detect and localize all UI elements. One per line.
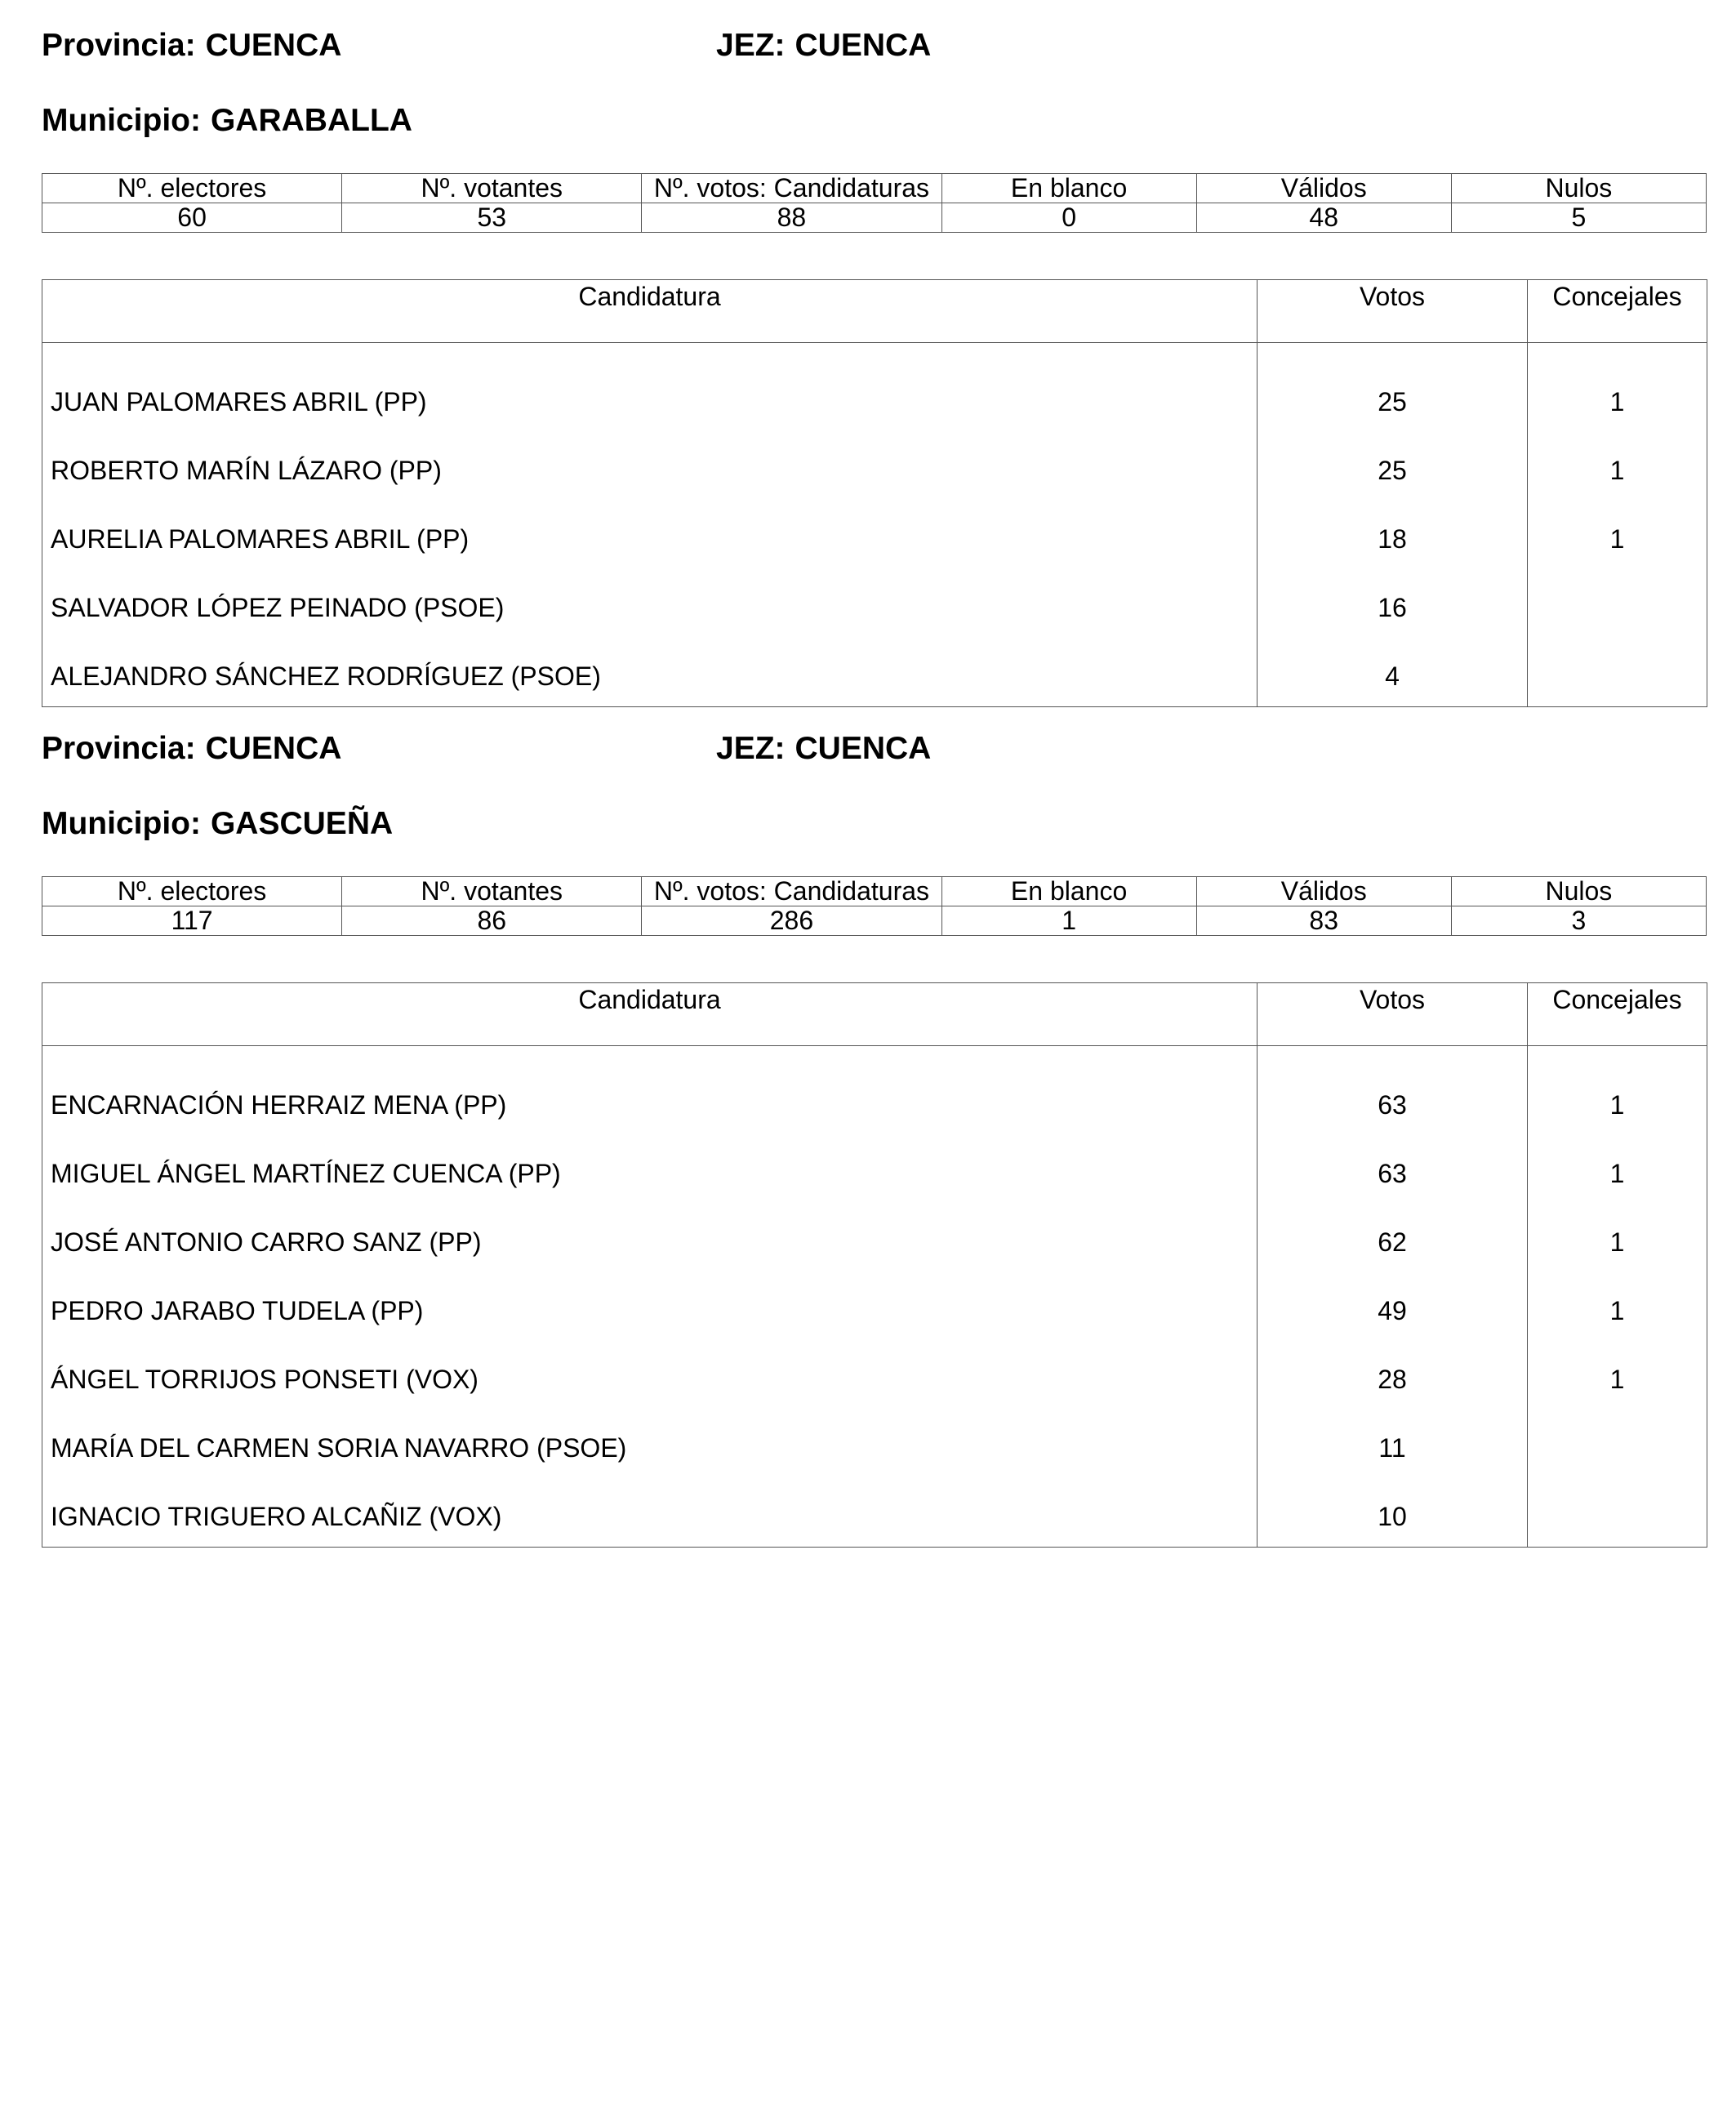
candidates-table [42, 982, 1707, 1548]
candidate-votes: 25 [1257, 433, 1528, 501]
candidate-votes: 16 [1257, 570, 1528, 639]
candidate-name: ENCARNACIÓN HERRAIZ MENA (PP) [42, 1046, 1257, 1136]
provincia-value: CUENCA [205, 731, 342, 766]
candidate-votes: 62 [1257, 1205, 1528, 1273]
summary-value-cell: 0 [941, 203, 1196, 233]
municipio-heading: Municipio: GASCUEÑA [42, 806, 394, 841]
summary-value-cell: 86 [342, 906, 642, 936]
summary-header-cell: Nulos [1451, 174, 1706, 203]
votos-header: Votos [1257, 280, 1528, 343]
candidate-votes: 18 [1257, 501, 1528, 570]
summary-value-cell: 60 [42, 203, 342, 233]
candidate-seats: 1 [1528, 433, 1707, 501]
candidate-name: SALVADOR LÓPEZ PEINADO (PSOE) [42, 570, 1257, 639]
candidate-name: AURELIA PALOMARES ABRIL (PP) [42, 501, 1257, 570]
summary-header-row [42, 877, 1707, 906]
summary-value-cell: 5 [1451, 203, 1706, 233]
candidate-row [42, 501, 1707, 570]
municipio-value: GARABALLA [210, 103, 412, 138]
jez-value: CUENCA [795, 731, 932, 766]
jez-value: CUENCA [795, 28, 932, 63]
summary-header-cell: Nº. electores [42, 877, 342, 906]
candidate-seats [1528, 570, 1707, 639]
summary-value-cell: 3 [1451, 906, 1706, 936]
candidate-seats: 1 [1528, 501, 1707, 570]
summary-value-cell: 1 [941, 906, 1196, 936]
candidate-row [42, 1273, 1707, 1342]
candidate-row [42, 433, 1707, 501]
candidates-table [42, 279, 1707, 707]
summary-value-row [42, 203, 1707, 233]
votos-header: Votos [1257, 983, 1528, 1046]
summary-value-row [42, 906, 1707, 936]
candidate-row [42, 639, 1707, 707]
candidate-seats: 1 [1528, 343, 1707, 433]
provincia-heading: Provincia: CUENCA [42, 731, 342, 766]
candidate-votes: 10 [1257, 1479, 1528, 1548]
candidate-seats [1528, 639, 1707, 707]
summary-header-cell: Válidos [1196, 174, 1451, 203]
summary-header-cell: Nº. votantes [342, 174, 642, 203]
candidates-header-row [42, 280, 1707, 343]
candidate-name: JUAN PALOMARES ABRIL (PP) [42, 343, 1257, 433]
candidate-votes: 49 [1257, 1273, 1528, 1342]
summary-header-cell: En blanco [941, 174, 1196, 203]
candidate-seats [1528, 1410, 1707, 1479]
candidate-votes: 28 [1257, 1342, 1528, 1410]
jez-heading: JEZ: CUENCA [716, 731, 932, 766]
candidate-row [42, 1046, 1707, 1136]
concejales-header: Concejales [1528, 983, 1707, 1046]
candidate-row [42, 1410, 1707, 1479]
candidate-name: IGNACIO TRIGUERO ALCAÑIZ (VOX) [42, 1479, 1257, 1548]
summary-header-cell: Nº. votos: Candidaturas [642, 877, 941, 906]
summary-header-cell: Nº. electores [42, 174, 342, 203]
candidate-row [42, 343, 1707, 433]
summary-value-cell: 48 [1196, 203, 1451, 233]
candidate-row [42, 1136, 1707, 1205]
candidate-name: ALEJANDRO SÁNCHEZ RODRÍGUEZ (PSOE) [42, 639, 1257, 707]
summary-value-cell: 83 [1196, 906, 1451, 936]
candidate-seats: 1 [1528, 1046, 1707, 1136]
summary-header-cell: Válidos [1196, 877, 1451, 906]
summary-value-cell: 117 [42, 906, 342, 936]
summary-table [42, 876, 1707, 936]
provincia-heading: Provincia: CUENCA [42, 28, 342, 63]
candidate-seats: 1 [1528, 1342, 1707, 1410]
candidate-name: ROBERTO MARÍN LÁZARO (PP) [42, 433, 1257, 501]
municipio-value: GASCUEÑA [210, 806, 394, 841]
summary-value-cell: 286 [642, 906, 941, 936]
summary-header-cell: Nº. votantes [342, 877, 642, 906]
candidate-row [42, 1342, 1707, 1410]
summary-header-row [42, 174, 1707, 203]
candidate-votes: 25 [1257, 343, 1528, 433]
candidate-name: PEDRO JARABO TUDELA (PP) [42, 1273, 1257, 1342]
summary-header-cell: Nº. votos: Candidaturas [642, 174, 941, 203]
candidate-row [42, 1479, 1707, 1548]
candidatura-header: Candidatura [42, 983, 1257, 1046]
candidates-header-row [42, 983, 1707, 1046]
candidate-seats: 1 [1528, 1273, 1707, 1342]
summary-header-cell: Nulos [1451, 877, 1706, 906]
candidate-name: MIGUEL ÁNGEL MARTÍNEZ CUENCA (PP) [42, 1136, 1257, 1205]
summary-table [42, 173, 1707, 233]
candidate-votes: 11 [1257, 1410, 1528, 1479]
candidate-name: ÁNGEL TORRIJOS PONSETI (VOX) [42, 1342, 1257, 1410]
candidatura-header: Candidatura [42, 280, 1257, 343]
candidate-votes: 63 [1257, 1136, 1528, 1205]
provincia-value: CUENCA [205, 28, 342, 63]
candidate-seats: 1 [1528, 1136, 1707, 1205]
jez-heading: JEZ: CUENCA [716, 28, 932, 63]
summary-value-cell: 88 [642, 203, 941, 233]
summary-header-cell: En blanco [941, 877, 1196, 906]
candidate-seats [1528, 1479, 1707, 1548]
candidate-votes: 63 [1257, 1046, 1528, 1136]
candidate-row [42, 570, 1707, 639]
candidate-row [42, 1205, 1707, 1273]
candidate-seats: 1 [1528, 1205, 1707, 1273]
candidate-name: MARÍA DEL CARMEN SORIA NAVARRO (PSOE) [42, 1410, 1257, 1479]
concejales-header: Concejales [1528, 280, 1707, 343]
summary-value-cell: 53 [342, 203, 642, 233]
municipio-heading: Municipio: GARABALLA [42, 103, 412, 138]
candidate-name: JOSÉ ANTONIO CARRO SANZ (PP) [42, 1205, 1257, 1273]
candidate-votes: 4 [1257, 639, 1528, 707]
